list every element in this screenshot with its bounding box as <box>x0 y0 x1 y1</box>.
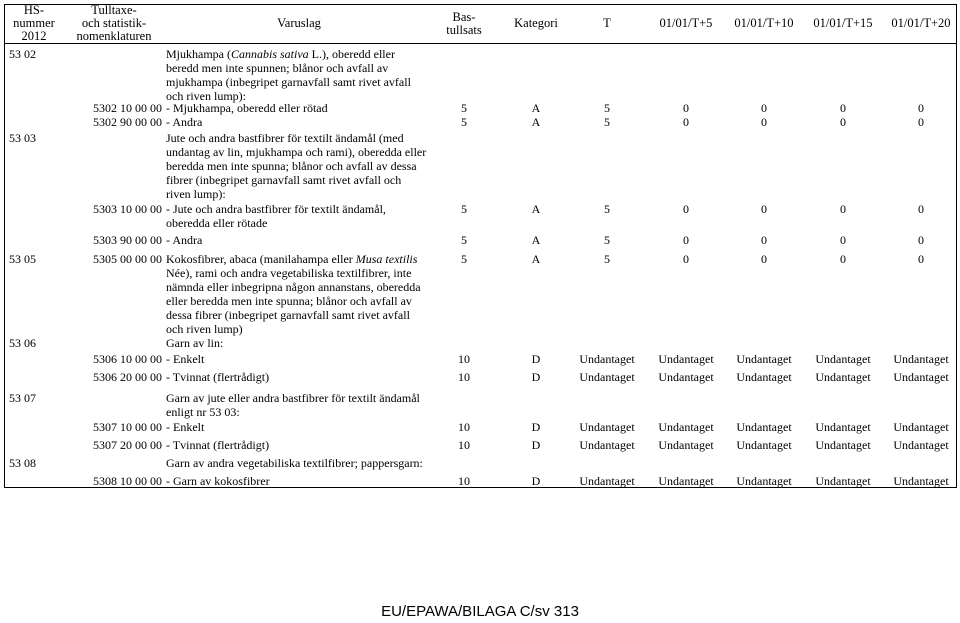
description-cell <box>166 252 428 336</box>
description-cell <box>166 115 428 129</box>
description-cell <box>166 391 428 419</box>
description-cell <box>166 474 428 488</box>
rate-t5-cell: Undantaget <box>658 352 714 366</box>
base-rate-cell: 5 <box>461 233 467 247</box>
rate-t10-cell: 0 <box>761 202 767 216</box>
description-cell <box>166 336 428 350</box>
rate-t20-cell: 0 <box>918 233 924 247</box>
tariff-code-cell: 5305 00 00 00 <box>93 252 162 266</box>
description-cell <box>166 438 428 452</box>
description-text: L.), oberedd eller beredd men inte spunnen; blånor och avfall av mjukhampa (inbegripet garnavfall samt rivet avfall och riven lump): <box>166 47 411 103</box>
category-cell: A <box>531 101 541 115</box>
rate-t15-cell: 0 <box>840 115 846 129</box>
description-cell <box>166 101 428 115</box>
rate-t15-cell: 0 <box>840 202 846 216</box>
description-text: - Enkelt <box>166 352 205 366</box>
rate-t10-cell: 0 <box>761 252 767 266</box>
rate-t20-cell: 0 <box>918 115 924 129</box>
rate-t20-cell: 0 <box>918 101 924 115</box>
rate-t15-cell: Undantaget <box>815 370 871 384</box>
rate-t5-cell: 0 <box>683 252 689 266</box>
rate-t10-cell: 0 <box>761 101 767 115</box>
rate-t10-cell: 0 <box>761 115 767 129</box>
description-text: Garn av jute eller andra bastfibrer för textilt ändamål enligt nr 53 03: <box>166 391 420 419</box>
tariff-code-cell: 5307 10 00 00 <box>93 420 162 434</box>
description-text: - Garn av kokosfibrer <box>166 474 270 488</box>
base-rate-cell: 10 <box>458 438 470 452</box>
description-cell <box>166 202 428 230</box>
hs-number-cell: 53 02 <box>9 47 36 61</box>
description-cell <box>166 131 428 201</box>
tariff-code-cell: 5306 10 00 00 <box>93 352 162 366</box>
rate-t10-cell: 0 <box>761 233 767 247</box>
rate-t0-cell: 5 <box>604 202 610 216</box>
category-cell: A <box>531 252 541 266</box>
description-text: - Andra <box>166 115 203 129</box>
rate-t0-cell: 5 <box>604 252 610 266</box>
header-base-rate: Bas- tullsats <box>446 9 482 37</box>
base-rate-cell: 5 <box>461 115 467 129</box>
description-text: Mjukhampa ( <box>166 47 231 61</box>
description-text: - Enkelt <box>166 420 205 434</box>
hs-number-cell: 53 05 <box>9 252 36 266</box>
rate-t10-cell: Undantaget <box>736 370 792 384</box>
rate-t15-cell: Undantaget <box>815 420 871 434</box>
description-italic-text: Cannabis sativa <box>231 47 309 61</box>
header-category: Kategori <box>514 16 558 30</box>
tariff-code-cell: 5302 10 00 00 <box>93 101 162 115</box>
base-rate-cell: 10 <box>458 420 470 434</box>
description-text: - Mjukhampa, oberedd eller rötad <box>166 101 328 115</box>
description-cell <box>166 352 428 366</box>
rate-t20-cell: 0 <box>918 252 924 266</box>
rate-t10-cell: Undantaget <box>736 352 792 366</box>
tariff-code-cell: 5306 20 00 00 <box>93 370 162 384</box>
description-italic-text: Musa textilis <box>355 252 418 266</box>
description-text: Garn av lin: <box>166 336 224 350</box>
base-rate-cell: 10 <box>458 474 470 488</box>
rate-t20-cell: Undantaget <box>893 474 949 488</box>
header-t0: T <box>603 16 611 30</box>
header-t15: 01/01/T+15 <box>813 16 873 30</box>
description-text: - Jute och andra bastfibrer för textilt ändamål, oberedda eller rötade <box>166 202 386 230</box>
description-text: Jute och andra bastfibrer för textilt ändamål (med undantag av lin, mjukhampa och rami), oberedda eller beredda men inte spunna; blånor och avfall av dessa fibrer (inbegripet garnavfall samt rivet avfall och riven lump): <box>166 131 427 201</box>
rate-t20-cell: Undantaget <box>893 438 949 452</box>
tariff-code-cell: 5303 90 00 00 <box>93 233 162 247</box>
rate-t15-cell: Undantaget <box>815 474 871 488</box>
tariff-code-cell: 5303 10 00 00 <box>93 202 162 216</box>
rate-t0-cell: Undantaget <box>579 474 635 488</box>
rate-t15-cell: 0 <box>840 252 846 266</box>
tariff-code-cell: 5307 20 00 00 <box>93 438 162 452</box>
description-cell <box>166 456 428 470</box>
base-rate-cell: 5 <box>461 101 467 115</box>
rate-t5-cell: Undantaget <box>658 438 714 452</box>
category-cell: A <box>531 202 541 216</box>
header-t10: 01/01/T+10 <box>734 16 794 30</box>
page-footer: EU/EPAWA/BILAGA C/sv 313 <box>381 603 579 620</box>
rate-t10-cell: Undantaget <box>736 420 792 434</box>
rate-t0-cell: Undantaget <box>579 438 635 452</box>
rate-t0-cell: 5 <box>604 101 610 115</box>
rate-t5-cell: 0 <box>683 101 689 115</box>
description-text: - Tvinnat (flertrådigt) <box>166 370 270 384</box>
category-cell: D <box>531 370 541 384</box>
rate-t0-cell: 5 <box>604 115 610 129</box>
table-header <box>4 4 957 44</box>
tariff-code-cell: 5302 90 00 00 <box>93 115 162 129</box>
rate-t20-cell: Undantaget <box>893 420 949 434</box>
hs-number-cell: 53 03 <box>9 131 36 145</box>
hs-number-cell: 53 08 <box>9 456 36 470</box>
rate-t15-cell: 0 <box>840 233 846 247</box>
rate-t20-cell: 0 <box>918 202 924 216</box>
base-rate-cell: 5 <box>461 252 467 266</box>
rate-t5-cell: Undantaget <box>658 420 714 434</box>
rate-t10-cell: Undantaget <box>736 438 792 452</box>
category-cell: A <box>531 233 541 247</box>
description-cell <box>166 420 428 434</box>
description-cell <box>166 233 428 247</box>
rate-t5-cell: 0 <box>683 233 689 247</box>
base-rate-cell: 10 <box>458 370 470 384</box>
rate-t5-cell: 0 <box>683 202 689 216</box>
base-rate-cell: 5 <box>461 202 467 216</box>
base-rate-cell: 10 <box>458 352 470 366</box>
rate-t0-cell: Undantaget <box>579 352 635 366</box>
rate-t20-cell: Undantaget <box>893 352 949 366</box>
header-t5: 01/01/T+5 <box>659 16 713 30</box>
category-cell: A <box>531 115 541 129</box>
rate-t10-cell: Undantaget <box>736 474 792 488</box>
hs-number-cell: 53 07 <box>9 391 36 405</box>
category-cell: D <box>531 474 541 488</box>
rate-t5-cell: Undantaget <box>658 474 714 488</box>
rate-t0-cell: 5 <box>604 233 610 247</box>
rate-t5-cell: Undantaget <box>658 370 714 384</box>
rate-t15-cell: 0 <box>840 101 846 115</box>
description-text: Née), rami och andra vegetabiliska textilfibrer, inte nämnda eller inbegripna någon annanstans, oberedda eller beredda men inte spunna; blånor och avfall av dessa fibrer (inbegripet garnavfall samt rivet avfall och riven lump) <box>166 266 421 336</box>
description-cell <box>166 47 428 103</box>
category-cell: D <box>531 352 541 366</box>
description-text: - Tvinnat (flertrådigt) <box>166 438 270 452</box>
header-description: Varuslag <box>277 16 321 30</box>
header-hs-number: HS- nummer 2012 <box>13 3 55 43</box>
description-text: Garn av andra vegetabiliska textilfibrer; pappersgarn: <box>166 456 423 470</box>
category-cell: D <box>531 420 541 434</box>
description-text: - Andra <box>166 233 203 247</box>
rate-t15-cell: Undantaget <box>815 438 871 452</box>
rate-t20-cell: Undantaget <box>893 370 949 384</box>
header-tariff-nomenclature: Tulltaxe- och statistik- nomenklaturen <box>76 3 152 43</box>
hs-number-cell: 53 06 <box>9 336 36 350</box>
rate-t15-cell: Undantaget <box>815 352 871 366</box>
rate-t5-cell: 0 <box>683 115 689 129</box>
tariff-code-cell: 5308 10 00 00 <box>93 474 162 488</box>
rate-t0-cell: Undantaget <box>579 420 635 434</box>
description-cell <box>166 370 428 384</box>
category-cell: D <box>531 438 541 452</box>
header-t20: 01/01/T+20 <box>891 16 951 30</box>
description-text: Kokosfibrer, abaca (manilahampa eller <box>166 252 356 266</box>
rate-t0-cell: Undantaget <box>579 370 635 384</box>
